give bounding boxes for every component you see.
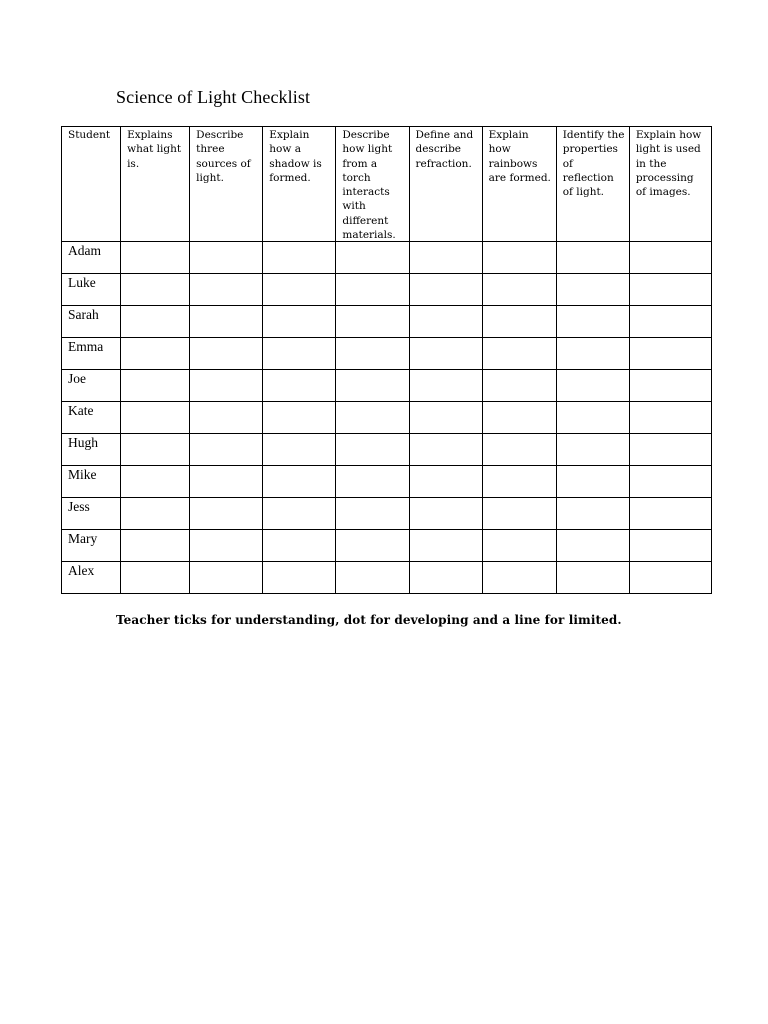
checklist-cell[interactable] — [629, 242, 711, 274]
checklist-cell[interactable] — [556, 562, 629, 594]
checklist-cell[interactable] — [121, 370, 190, 402]
checklist-cell[interactable] — [482, 530, 556, 562]
student-name-cell — [62, 562, 121, 594]
column-header-label: Explain how a shadow is formed. — [269, 129, 322, 184]
student-name-cell — [62, 434, 121, 466]
checklist-cell[interactable] — [556, 370, 629, 402]
checklist-cell[interactable] — [629, 274, 711, 306]
checklist-cell[interactable] — [482, 434, 556, 466]
table-row — [62, 434, 712, 466]
checklist-cell[interactable] — [629, 466, 711, 498]
checklist-cell[interactable] — [336, 498, 409, 530]
checklist-cell[interactable] — [190, 338, 263, 370]
student-name: Mary — [68, 531, 98, 546]
checklist-cell[interactable] — [556, 466, 629, 498]
student-name: Emma — [68, 339, 104, 354]
student-name-cell — [62, 306, 121, 338]
footer-note: Teacher ticks for understanding, dot for developing and a line for limited. — [116, 613, 622, 627]
checklist-cell[interactable] — [263, 466, 336, 498]
checklist-cell[interactable] — [409, 402, 482, 434]
table-row — [62, 306, 712, 338]
checklist-cell[interactable] — [336, 434, 409, 466]
checklist-cell[interactable] — [190, 306, 263, 338]
checklist-cell[interactable] — [336, 306, 409, 338]
checklist-cell[interactable] — [556, 498, 629, 530]
checklist-cell[interactable] — [629, 562, 711, 594]
checklist-cell[interactable] — [556, 402, 629, 434]
checklist-cell[interactable] — [482, 562, 556, 594]
checklist-table — [61, 126, 712, 594]
student-name-cell — [62, 402, 121, 434]
column-header-criterion — [629, 127, 711, 242]
checklist-cell[interactable] — [409, 306, 482, 338]
student-name-cell — [62, 242, 121, 274]
column-header-label: Explains what light is. — [127, 129, 182, 170]
checklist-cell[interactable] — [482, 498, 556, 530]
checklist-cell[interactable] — [263, 530, 336, 562]
column-header-label: Describe how light from a torch interacts with different materials. — [342, 129, 396, 241]
checklist-cell[interactable] — [121, 242, 190, 274]
checklist-cell[interactable] — [629, 338, 711, 370]
column-header-criterion — [263, 127, 336, 242]
checklist-cell[interactable] — [409, 242, 482, 274]
table-row — [62, 242, 712, 274]
table-row — [62, 466, 712, 498]
checklist-cell[interactable] — [121, 306, 190, 338]
student-name: Luke — [68, 275, 96, 290]
column-header-criterion — [336, 127, 409, 242]
table-row — [62, 274, 712, 306]
checklist-cell[interactable] — [482, 370, 556, 402]
checklist-cell[interactable] — [121, 434, 190, 466]
checklist-cell[interactable] — [121, 498, 190, 530]
checklist-cell[interactable] — [556, 306, 629, 338]
checklist-cell[interactable] — [263, 306, 336, 338]
checklist-cell[interactable] — [121, 274, 190, 306]
student-name-cell — [62, 274, 121, 306]
checklist-cell[interactable] — [121, 530, 190, 562]
checklist-cell[interactable] — [556, 434, 629, 466]
checklist-cell[interactable] — [263, 370, 336, 402]
table-row — [62, 498, 712, 530]
checklist-cell[interactable] — [482, 338, 556, 370]
page-title: Science of Light Checklist — [116, 87, 311, 107]
column-header-label: Student — [68, 129, 111, 141]
checklist-cell[interactable] — [336, 530, 409, 562]
checklist-cell[interactable] — [629, 306, 711, 338]
column-header-label: Explain how light is used in the processing of images. — [635, 129, 702, 199]
column-header-criterion — [121, 127, 190, 242]
checklist-cell[interactable] — [409, 274, 482, 306]
checklist-cell[interactable] — [409, 498, 482, 530]
checklist-cell[interactable] — [629, 530, 711, 562]
checklist-cell[interactable] — [263, 274, 336, 306]
student-name-cell — [62, 498, 121, 530]
student-name: Hugh — [68, 435, 98, 450]
checklist-cell[interactable] — [190, 466, 263, 498]
checklist-cell[interactable] — [263, 562, 336, 594]
checklist-cell[interactable] — [482, 274, 556, 306]
column-header-label: Describe three sources of light. — [196, 129, 251, 184]
checklist-cell[interactable] — [556, 242, 629, 274]
checklist-cell[interactable] — [629, 370, 711, 402]
student-name: Jess — [68, 499, 90, 514]
student-name: Adam — [68, 243, 101, 258]
checklist-cell[interactable] — [190, 402, 263, 434]
checklist-cell[interactable] — [336, 370, 409, 402]
student-name-cell — [62, 530, 121, 562]
checklist-cell[interactable] — [190, 530, 263, 562]
checklist-cell[interactable] — [629, 402, 711, 434]
checklist-cell[interactable] — [556, 338, 629, 370]
checklist-cell[interactable] — [336, 242, 409, 274]
column-header-criterion — [190, 127, 263, 242]
checklist-cell[interactable] — [190, 370, 263, 402]
checklist-cell[interactable] — [482, 306, 556, 338]
checklist-cell[interactable] — [121, 338, 190, 370]
checklist-cell[interactable] — [263, 338, 336, 370]
student-name-cell — [62, 466, 121, 498]
table-row — [62, 338, 712, 370]
checklist-cell[interactable] — [263, 242, 336, 274]
checklist-cell[interactable] — [263, 434, 336, 466]
checklist-cell[interactable] — [263, 402, 336, 434]
column-header-criterion — [482, 127, 556, 242]
column-header-label: Explain how rainbows are formed. — [488, 129, 551, 184]
checklist-cell[interactable] — [190, 242, 263, 274]
checklist-cell[interactable] — [190, 562, 263, 594]
column-header-label: Define and describe refraction. — [415, 129, 474, 170]
checklist-cell[interactable] — [121, 466, 190, 498]
checklist-cell[interactable] — [336, 562, 409, 594]
checklist-cell[interactable] — [190, 498, 263, 530]
checklist-cell[interactable] — [336, 274, 409, 306]
table-row — [62, 402, 712, 434]
checklist-cell[interactable] — [482, 402, 556, 434]
checklist-cell[interactable] — [409, 466, 482, 498]
checklist-cell[interactable] — [629, 498, 711, 530]
column-header-student — [62, 127, 121, 242]
checklist-cell[interactable] — [409, 562, 482, 594]
table-row — [62, 530, 712, 562]
student-name: Kate — [68, 403, 94, 418]
student-name: Mike — [68, 467, 97, 482]
checklist-cell[interactable] — [629, 434, 711, 466]
student-name-cell — [62, 338, 121, 370]
checklist-cell[interactable] — [336, 402, 409, 434]
checklist-cell[interactable] — [409, 434, 482, 466]
checklist-cell[interactable] — [190, 434, 263, 466]
checklist-cell[interactable] — [121, 562, 190, 594]
student-name: Sarah — [68, 307, 99, 322]
header-row — [62, 127, 712, 242]
student-name: Alex — [68, 563, 95, 578]
column-header-label: Identify the properties of reflection of light. — [562, 129, 625, 199]
column-header-criterion — [409, 127, 482, 242]
checklist-cell[interactable] — [263, 498, 336, 530]
table-row — [62, 562, 712, 594]
checklist-cell[interactable] — [121, 402, 190, 434]
table-row — [62, 370, 712, 402]
checklist-cell[interactable] — [336, 338, 409, 370]
checklist-cell[interactable] — [409, 338, 482, 370]
checklist-cell[interactable] — [482, 242, 556, 274]
checklist-cell[interactable] — [482, 466, 556, 498]
checklist-cell[interactable] — [336, 466, 409, 498]
column-header-criterion — [556, 127, 629, 242]
student-name-cell — [62, 370, 121, 402]
checklist-cell[interactable] — [409, 370, 482, 402]
checklist-cell[interactable] — [556, 530, 629, 562]
checklist-cell[interactable] — [190, 274, 263, 306]
student-name: Joe — [68, 371, 86, 386]
checklist-cell[interactable] — [409, 530, 482, 562]
checklist-cell[interactable] — [556, 274, 629, 306]
